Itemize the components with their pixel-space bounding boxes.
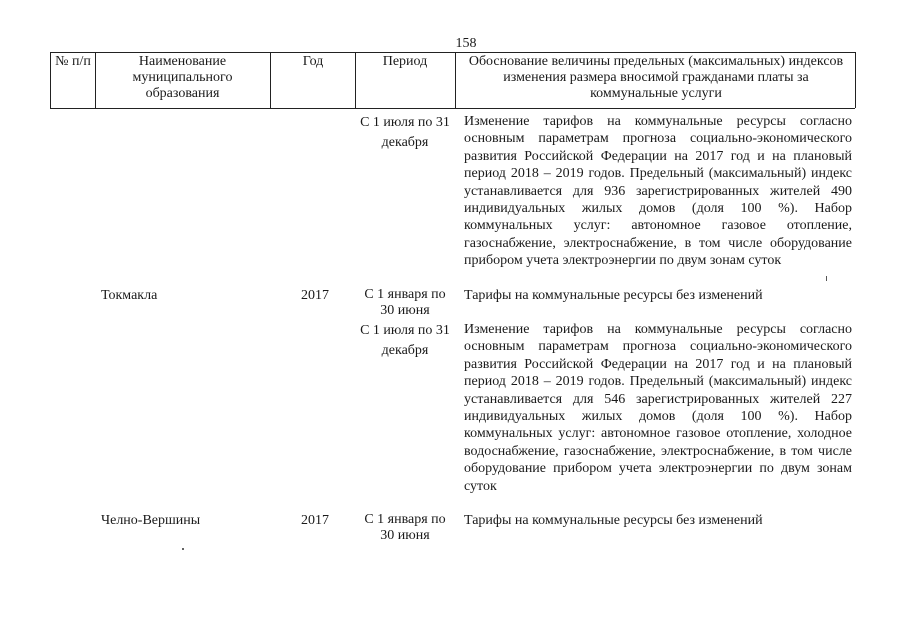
header-year: Год xyxy=(302,54,324,69)
header-bottom-border xyxy=(50,108,855,109)
row-year: 2017 xyxy=(301,513,329,528)
row-municipality-name: Токмакла xyxy=(101,288,158,303)
page-number: 158 xyxy=(455,36,477,51)
row-period: С 1 января по 30 июня xyxy=(364,287,446,318)
row-justification: Изменение тарифов на коммунальные ресурсы согласно основным параметрам прогноза социально-экономического развития Российской Федерации на 2017 год и на плановый период 2018 – 2019 годов. Предельный (максимальный) индекс устанавливается для 546 зарегистрированных жителей 227 индивидуальных жилых домов (доля 100 %). Набор коммунальных услуг: автономное газовое отопление, холодное водоснабжение, газоснабжение, электроснабжение, в том числе оборудование прибором учета электроэнергии по двум зонам суток xyxy=(464,322,852,494)
row-year: 2017 xyxy=(301,288,329,303)
row-justification: Тарифы на коммунальные ресурсы без изменений xyxy=(464,288,763,303)
header-number: № п/п xyxy=(55,54,91,69)
header-period: Период xyxy=(382,54,428,69)
row-period: С 1 января по 30 июня xyxy=(364,512,446,543)
table-left-border xyxy=(50,52,51,108)
table-top-border xyxy=(50,52,855,53)
column-divider xyxy=(355,52,356,108)
header-municipality: Наименование муниципального образования xyxy=(132,54,233,101)
column-divider xyxy=(95,52,96,108)
table-right-border xyxy=(855,52,856,108)
scan-speck xyxy=(182,548,184,550)
scan-speck xyxy=(826,276,827,281)
column-divider xyxy=(455,52,456,108)
row-justification: Тарифы на коммунальные ресурсы без изменений xyxy=(464,513,763,528)
row-period: С 1 июля по 31 декабря xyxy=(360,115,450,150)
row-period: С 1 июля по 31 декабря xyxy=(360,323,450,358)
row-municipality-name: Челно-Вершины xyxy=(101,513,201,528)
row-justification: Изменение тарифов на коммунальные ресурсы согласно основным параметрам прогноза социально-экономического развития Российской Федерации на 2017 год и на плановый период 2018 – 2019 годов. Предельный (максимальный) индекс устанавливается для 936 зарегистрированных жителей 490 индивидуальных жилых домов (доля 100 %). Набор коммунальных услуг: автономное газовое отопление, газоснабжение, электроснабжение, в том числе оборудование прибором учета электроэнергии по двум зонам суток xyxy=(464,114,852,269)
column-divider xyxy=(270,52,271,108)
header-justification: Обоснование величины предельных (максимальных) индексов изменения размера вносимой гражданами платы за коммунальные услуги xyxy=(468,54,844,101)
